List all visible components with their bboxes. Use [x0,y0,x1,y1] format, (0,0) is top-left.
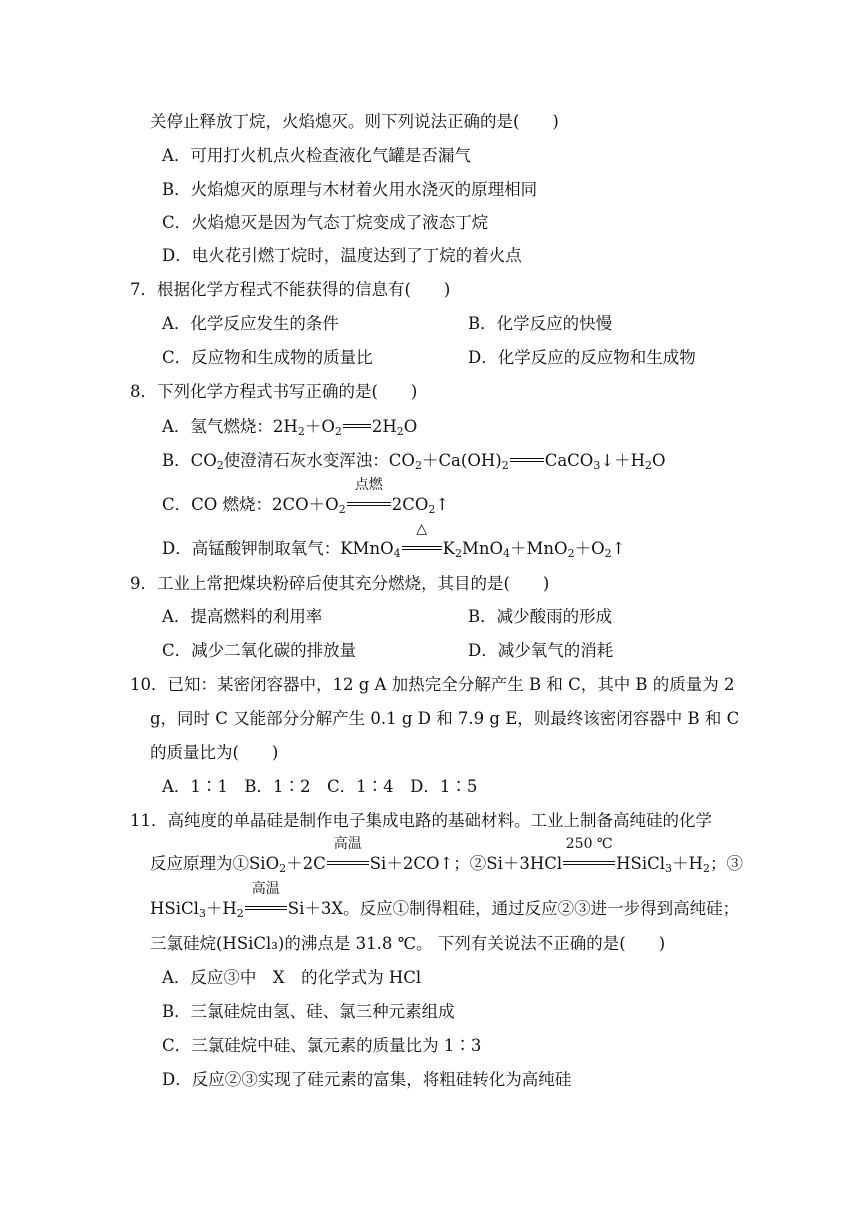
question-7-option-a: A．化学反应发生的条件 [162,314,339,333]
question-8-option-a-label: A．氢气燃烧： [162,417,273,436]
equation-b: $CO_2+Ca(OH)_2$ $CaCO_3↓+H_2O$ [388,451,666,472]
question-10-line-2: g，同时 C 又能部分分解产生 0.1 g D 和 7.9 g E，则最终该密闭容器中 B 和 C [150,709,740,728]
reaction-3: $HSiCl_3+H_2$ 高温 Si＋3X [150,881,344,920]
question-9-option-b: B．减少酸雨的形成 [468,607,613,626]
question-9-stem: 9．工业上常把煤块粉碎后使其充分燃烧，其目的是( ) [130,574,550,593]
question-9-option-a: A．提高燃料的利用率 [162,607,323,626]
question-8-option-b-label: B．CO [162,451,217,470]
question-8-option-a [162,416,417,438]
condition-250c: 250 ℃ [565,836,613,852]
question-7-option-c: C．反应物和生成物的质量比 [162,348,373,367]
condition-high-temp-1: 高温 [333,836,362,852]
question-7-option-b: B．化学反应的快慢 [468,314,613,333]
reaction-1: SiO$_2$＋2C 高温 Si＋2CO↑ [249,836,454,875]
question-11-line-4: 三氯硅烷(HSiCl₃)的沸点是 31.8 ℃。 下列有关说法不正确的是( ) [150,934,666,953]
question-7-stem: 7．根据化学方程式不能获得的信息有( ) [130,280,451,299]
question-11-option-d: D．反应②③实现了硅元素的富集，将粗硅转化为高纯硅 [162,1070,572,1089]
question-11-line-1: 11．高纯度的单晶硅是制作电子集成电路的基础材料。工业上制备高纯硅的化学 [130,811,712,830]
question-11-line-2-prefix: 反应原理为① [150,854,249,873]
question-11-option-a: A．反应③中 X 的化学式为 HCl [162,968,422,987]
question-9-option-c: C．减少二氧化碳的排放量 [162,641,357,660]
question-11-option-c: C．三氯硅烷中硅、氯元素的质量比为 1∶3 [162,1036,482,1055]
question-8-option-c [162,477,450,516]
question-11-line-3-tail: 。反应①制得粗硅，通过反应②③进一步得到高纯硅； [343,899,740,918]
question-10-line-3: 的质量比为( ) [150,743,279,762]
question-8-option-d-label: D．高锰酸钾制取氧气： [162,539,341,558]
question-10-options: A．1∶1 B．1∶2 C．1∶4 D．1∶5 [162,777,478,796]
question-8-option-d [162,521,626,560]
question-10-line-1: 10．已知：某密闭容器中，12 g A 加热完全分解产生 B 和 C，其中 B 的质量为 2 [130,675,735,694]
question-8-stem: 8．下列化学方程式书写正确的是( ) [130,382,418,401]
equation-a: $2H_2+O_2$ $2H_2O$ [272,417,418,438]
condition-ignite: 点燃 [354,477,383,493]
question-11-line-3 [150,881,740,920]
question-6-option-a: A．可用打火机点火检查液化气罐是否漏气 [162,146,471,165]
question-8-option-b: B．$CO_2$使澄清石灰水变浑浊：$CO_2+Ca(OH)_2$ $CaCO_3↓+H_2O$ [162,451,666,472]
question-7-option-d: D．化学反应的反应物和生成物 [468,348,696,367]
equation-d: KMnO$_4$ △ $K_2MnO_4+MnO_2+O_2↑$ [340,521,626,560]
condition-high-temp-2: 高温 [251,881,280,897]
reaction-2: ②Si＋3HCl 250 ℃ $HSiCl_3+H_2$；③ [469,836,743,875]
equation-c: $2CO+O_2$ 点燃 $2CO_2↑$ [272,477,450,516]
question-6-stem-tail: 关停止释放丁烷，火焰熄灭。则下列说法正确的是( ) [150,112,559,131]
question-9-option-d: D．减少氧气的消耗 [468,641,614,660]
question-11-option-b: B．三氯硅烷由氢、硅、氯三种元素组成 [162,1002,455,1021]
question-8-option-b-text: 使澄清石灰水变浑浊： [223,451,389,470]
question-8-option-c-label: C．CO 燃烧： [162,495,273,514]
question-6-option-c: C．火焰熄灭是因为气态丁烷变成了液态丁烷 [162,213,489,232]
question-11-line-2: 反应原理为①SiO$_2$＋2C 高温 Si＋2CO↑；②Si＋3HCl 250 ℃ $HSiCl_3+H_2$；③ [150,836,743,875]
question-6-option-d: D．电火花引燃丁烷时，温度达到了丁烷的着火点 [162,246,522,265]
question-6-option-b: B．火焰熄灭的原理与木材着火用水浇灭的原理相同 [162,180,538,199]
condition-heat: △ [416,521,428,537]
